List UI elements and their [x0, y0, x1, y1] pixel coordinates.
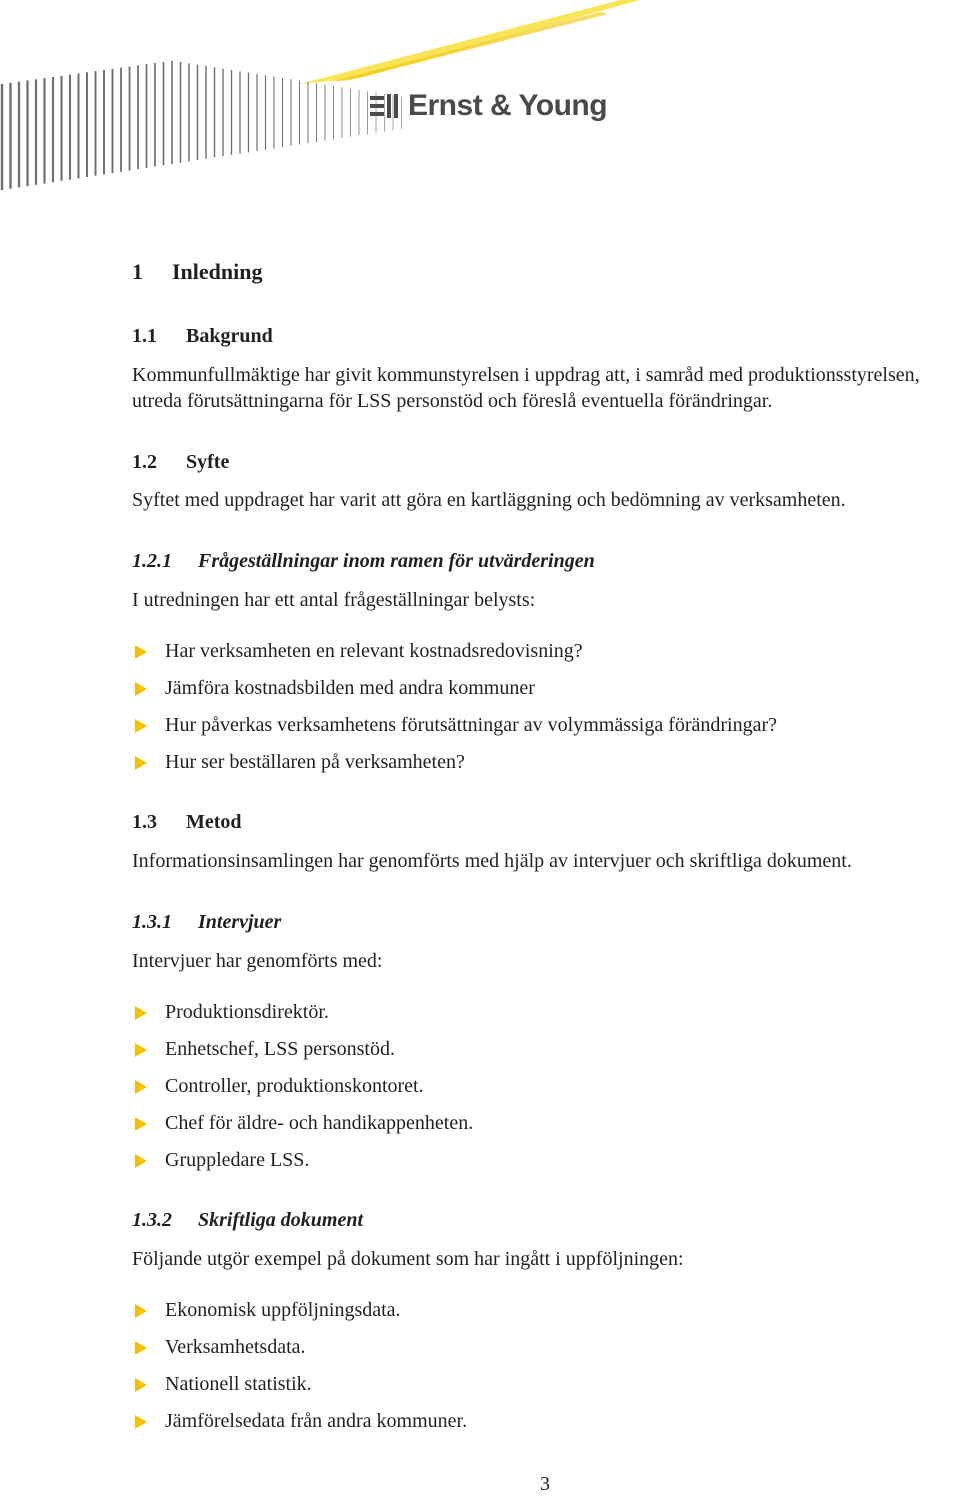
list-dokument — [132, 1297, 467, 1445]
list-intervjuer — [132, 999, 473, 1184]
paragraph-bakgrund: Kommunfullmäktige har givit kommunstyrelsen i uppdrag att, i samråd med produktionsstyrelsen, utreda förutsättningarna för LSS personstöd och föreslå eventuella förändringar. — [132, 364, 920, 412]
heading-title: Bakgrund — [186, 325, 273, 347]
triangle-bullet-icon — [135, 1043, 147, 1057]
heading-title: Intervjuer — [198, 911, 282, 933]
heading-title: Syfte — [186, 451, 230, 473]
triangle-bullet-icon — [135, 1006, 147, 1020]
heading-1 — [132, 259, 263, 285]
list-item: Nationell statistik. — [132, 1371, 467, 1408]
heading-1-2 — [132, 451, 229, 474]
list-item: Hur påverkas verksamhetens förutsättningar av volymmässiga förändringar? — [132, 712, 777, 749]
paragraph-fragestallningar-intro: I utredningen har ett antal frågeställningar belysts: — [132, 589, 536, 611]
logo-text: Ernst & Young — [408, 89, 608, 122]
heading-title: Inledning — [172, 259, 263, 284]
heading-1-2-1 — [132, 550, 595, 573]
paragraph-dokument-intro: Följande utgör exempel på dokument som har ingått i uppföljningen: — [132, 1248, 684, 1270]
heading-number: 1.1 — [132, 325, 157, 347]
paragraph-metod: Informationsinsamlingen har genomförts med hjälp av intervjuer och skriftliga dokument. — [132, 850, 852, 872]
ernst-young-logo — [370, 88, 607, 124]
list-item: Jämföra kostnadsbilden med andra kommuner — [132, 675, 777, 712]
heading-title: Frågeställningar inom ramen för utvärderingen — [198, 550, 595, 572]
heading-title: Metod — [186, 811, 242, 833]
list-item: Har verksamheten en relevant kostnadsredovisning? — [132, 638, 777, 675]
list-item: Chef för äldre- och handikappenheten. — [132, 1110, 473, 1147]
list-fragestallningar — [132, 638, 777, 786]
triangle-bullet-icon — [135, 682, 147, 696]
triangle-bullet-icon — [135, 719, 147, 733]
heading-number: 1.3.1 — [132, 911, 172, 933]
triangle-bullet-icon — [135, 1117, 147, 1131]
list-item: Verksamhetsdata. — [132, 1334, 467, 1371]
list-item: Gruppledare LSS. — [132, 1147, 473, 1184]
page-number: 3 — [540, 1473, 550, 1495]
yellow-swoosh — [300, 0, 640, 84]
triangle-bullet-icon — [135, 1378, 147, 1392]
logo-mark-icon — [370, 92, 400, 120]
list-item: Controller, produktionskontoret. — [132, 1073, 473, 1110]
heading-1-1 — [132, 325, 273, 348]
triangle-bullet-icon — [135, 1415, 147, 1429]
heading-title: Skriftliga dokument — [198, 1209, 364, 1231]
heading-number: 1 — [132, 259, 143, 284]
list-item: Jämförelsedata från andra kommuner. — [132, 1408, 467, 1445]
triangle-bullet-icon — [135, 1080, 147, 1094]
triangle-bullet-icon — [135, 1154, 147, 1168]
heading-number: 1.2.1 — [132, 550, 172, 572]
paragraph-intervjuer-intro: Intervjuer har genomförts med: — [132, 950, 383, 972]
triangle-bullet-icon — [135, 645, 147, 659]
list-item: Hur ser beställaren på verksamheten? — [132, 749, 777, 786]
list-item: Ekonomisk uppföljningsdata. — [132, 1297, 467, 1334]
heading-1-3 — [132, 811, 242, 834]
triangle-bullet-icon — [135, 1304, 147, 1318]
paragraph-syfte: Syftet med uppdraget har varit att göra en kartläggning och bedömning av verksamheten. — [132, 489, 846, 511]
heading-number: 1.3 — [132, 811, 157, 833]
heading-number: 1.3.2 — [132, 1209, 172, 1231]
list-item: Produktionsdirektör. — [132, 999, 473, 1036]
heading-1-3-1 — [132, 911, 281, 934]
heading-number: 1.2 — [132, 451, 157, 473]
triangle-bullet-icon — [135, 756, 147, 770]
heading-1-3-2 — [132, 1209, 363, 1232]
list-item: Enhetschef, LSS personstöd. — [132, 1036, 473, 1073]
triangle-bullet-icon — [135, 1341, 147, 1355]
